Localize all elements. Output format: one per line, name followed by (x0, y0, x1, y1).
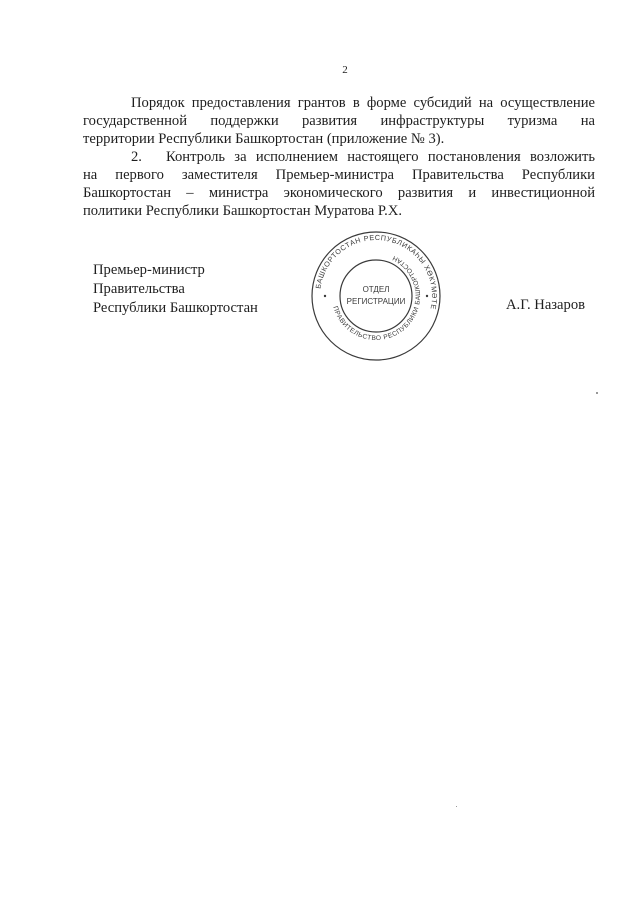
paragraph-line (83, 148, 595, 166)
paragraph-line: Башкортостан – министра экономического развития и инвестиционной (83, 185, 595, 201)
paragraph-line: Порядок предоставления грантов в форме субсидий на осуществление (131, 95, 595, 111)
seal-inner-text: ПРАВИТЕЛЬСТВО РЕСПУБЛИКИ БАШКОРТОСТАН (331, 253, 423, 343)
paragraph-line: территории Республики Башкортостан (приложение № 3). (83, 131, 445, 147)
seal-dot-left (324, 295, 326, 297)
signatory-title-line: Республики Башкортостан (93, 300, 258, 316)
paragraph-line: государственной поддержки развития инфраструктуры туризма на (83, 113, 595, 129)
signatory-title (93, 261, 258, 318)
scan-speck (596, 392, 598, 394)
paragraph-control-clause (83, 148, 595, 220)
clause-number: 2. (131, 149, 142, 165)
seal-center-line-1: ОТДЕЛ (362, 285, 390, 294)
registration-seal (310, 230, 442, 362)
paragraph-line: на первого заместителя Премьер-министра Правительства Республики (83, 167, 595, 183)
seal-dot-right (426, 295, 428, 297)
clause-text: Контроль за исполнением настоящего постановления возложить (166, 149, 595, 165)
seal-center-line-2: РЕГИСТРАЦИИ (346, 297, 406, 306)
page-number: 2 (342, 64, 348, 76)
signer-name: А.Г. Назаров (506, 297, 586, 313)
signatory-title-line: Правительства (93, 281, 185, 297)
seal-outer-text: БАШКОРТОСТАН РЕСПУБЛИКАҺЫ ХӨКҮМӘТЕ (313, 232, 440, 311)
signatory-title-line: Премьер-министр (93, 262, 205, 278)
paragraph-line: политики Республики Башкортостан Муратова Р.Х. (83, 203, 403, 219)
seal-inner-border (340, 260, 412, 332)
scan-speck (456, 806, 457, 807)
paragraph-grants-procedure (83, 94, 595, 148)
